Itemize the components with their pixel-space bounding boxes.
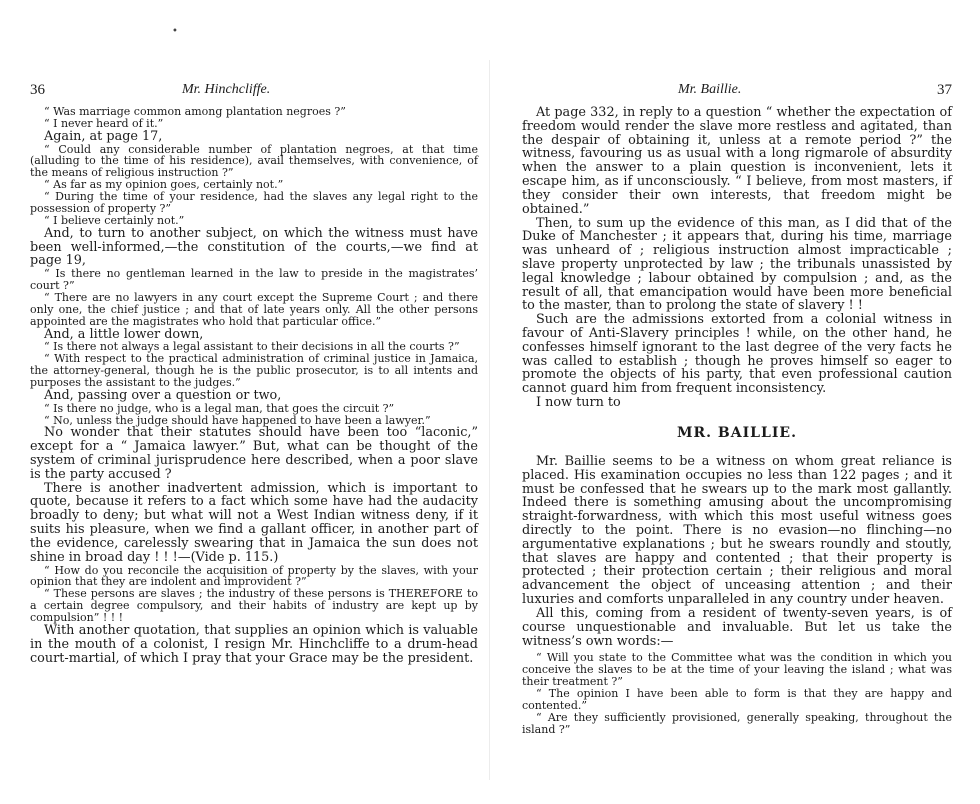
body-paragraph: Then, to sum up the evidence of this man, as I did that of the Duke of Manchester ; it appears that, during his time, marriage was unheard of ; religious instruction almost impracticable ; slave property unprotected by law ; the tribunals unassisted by legal knowledge ; labour obtained by compulsion ; and, as the result of all, that emancipation would have been more beneficial to the master, than to prolong the state of slavery ! ! xyxy=(522,215,952,314)
body-paragraph: All this, coming from a resident of twenty-seven years, is of course unquestionable and invaluable. But let us take the witness’s own words:— xyxy=(522,605,952,649)
right-running-head: Mr. Baillie. xyxy=(678,82,742,97)
left-running-head: Mr. Hinchcliffe. xyxy=(182,82,271,97)
quoted-testimony: “ Are they sufficiently provisioned, generally speaking, throughout the island ?” xyxy=(522,710,952,736)
body-paragraph: There is another inadvertent admission, which is important to quote, because it refers to a fact which some have had the audacity broadly to deny; but what will not a West Indian witness deny, if it suits his pleasure, when we find a gallant officer, in another part of the evidence, carelessly swearing that in Jamaica the sun does not shine in broad day ! ! !—(Vide p. 115.) xyxy=(30,480,478,565)
stray-ink-mark: • xyxy=(172,26,178,37)
quoted-testimony: “ As far as my opinion goes, certainly not.” xyxy=(44,178,284,192)
quoted-testimony: “ Could any considerable number of plantation negroes, at that time (alluding to the time of his residence), avail themselves, with convenience, of the means of religious instruction ?” xyxy=(30,142,478,180)
quoted-testimony: “ There are no lawyers in any court except the Supreme Court ; and there only one, the chief justice ; and that of late years only. All the other persons appointed are the magistrates who hold that particular office.” xyxy=(30,290,478,328)
right-page-body-bottom xyxy=(522,455,952,736)
right-page xyxy=(490,0,980,804)
quoted-testimony: “ Will you state to the Committee what was the condition in which you conceive the slaves to be at the time of your leaving the island ; what was their treatment ?” xyxy=(522,651,952,689)
quoted-testimony: “ During the time of your residence, had the slaves any legal right to the possession of property ?” xyxy=(30,190,478,215)
quoted-testimony: “ The opinion I have been able to form is that they are happy and contented.” xyxy=(522,686,952,712)
quoted-testimony: “ Is there no gentleman learned in the law to preside in the magistrates’ court ?” xyxy=(30,267,478,292)
quoted-testimony: “ No, unless the judge should have happened to have been a lawyer.” xyxy=(44,413,431,427)
body-paragraph: Again, at page 17, xyxy=(44,128,163,144)
left-page-header xyxy=(30,82,478,102)
body-paragraph: No wonder that their statutes should have been too “laconic,” except for a “ Jamaica lawyer.” But, what can be thought of the system of criminal jurisprudence here described, when a poor slave is the party accused ? xyxy=(30,425,478,482)
quoted-testimony: “ Was marriage common among plantation negroes ?” xyxy=(44,105,346,118)
body-paragraph: With another quotation, that supplies an opinion which is valuable in the mouth of a colonist, I resign Mr. Hinchcliffe to a drum-head court-martial, of which I pray that your Grace may be the president. xyxy=(30,622,478,666)
body-paragraph: At page 332, in reply to a question “ whether the expectation of freedom would render the slave more restless and agitated, than the despair of obtaining it, unless at a remote period ?” the witness, favouring us as usual with a long rigmarole of absurdity when the answer to a plain question is inconvenient, lets it escape him, as if unconsciously. “ I believe, from most masters, if they consider their own interests, that freedom might be obtained.” xyxy=(522,105,952,217)
body-paragraph: And, passing over a question or two, xyxy=(44,387,282,403)
right-page-body-top xyxy=(522,106,952,410)
quoted-testimony: “ I believe certainly not.” xyxy=(44,213,185,227)
quoted-testimony: “ With respect to the practical administration of criminal justice in Jamaica, the attorney-general, though he is the public prosecutor, is to all intents and purposes the assistant to the judges.” xyxy=(30,352,478,389)
body-paragraph: And, a little lower down, xyxy=(44,326,204,342)
body-paragraph: Mr. Baillie seems to be a witness on whom great reliance is placed. His examination occupies no less than 122 pages ; and it must be confessed that he swears up to the mark most gallantly. Indeed there is something amusing about the uncompromising straight-forwardness, with which this most useful witness goes directly to the point. There is no evasion—no flinching—no argumentative explanations ; but he swears roundly and stoutly, that slaves are happy and contented ; that their property is protected ; their protection certain ; their religious and moral advancement the object of unceasing attention ; and their luxuries and comforts unparalleled in any country under heaven. xyxy=(522,453,952,608)
body-paragraph: And, to turn to another subject, on which the witness must have been well-informed,—the constitution of the courts,—we find at page 19, xyxy=(30,225,478,269)
body-paragraph: I now turn to xyxy=(536,395,621,411)
left-page-number: 36 xyxy=(30,82,45,98)
section-heading: MR. BAILLIE. xyxy=(677,424,797,441)
quoted-testimony: “ Is there not always a legal assistant to their decisions in all the courts ?” xyxy=(44,340,460,354)
right-page-number: 37 xyxy=(937,82,952,98)
quoted-testimony: “ These persons are slaves ; the industry of these persons is THEREFORE to a certain degree compulsory, and their habits of industry are kept up by compulsion” ! ! ! xyxy=(30,587,478,624)
left-page-body xyxy=(30,106,478,665)
body-paragraph: Such are the admissions extorted from a colonial witness in favour of Anti-Slavery principles ! while, on the other hand, he confesses himself ignorant to the last degree of the very facts he was called to establish ; though he proves himself so eager to promote the objects of his party, that even professional caution cannot guard him from frequent inconsistency. xyxy=(522,312,952,397)
quoted-testimony: “ How do you reconcile the acquisition of property by the slaves, with your opinion that they are indolent and improvident ?” xyxy=(30,563,478,589)
right-page-header xyxy=(522,82,952,102)
quoted-testimony: “ I never heard of it.” xyxy=(44,116,164,130)
quoted-testimony: “ Is there no judge, who is a legal man, that goes the circuit ?” xyxy=(44,401,395,415)
